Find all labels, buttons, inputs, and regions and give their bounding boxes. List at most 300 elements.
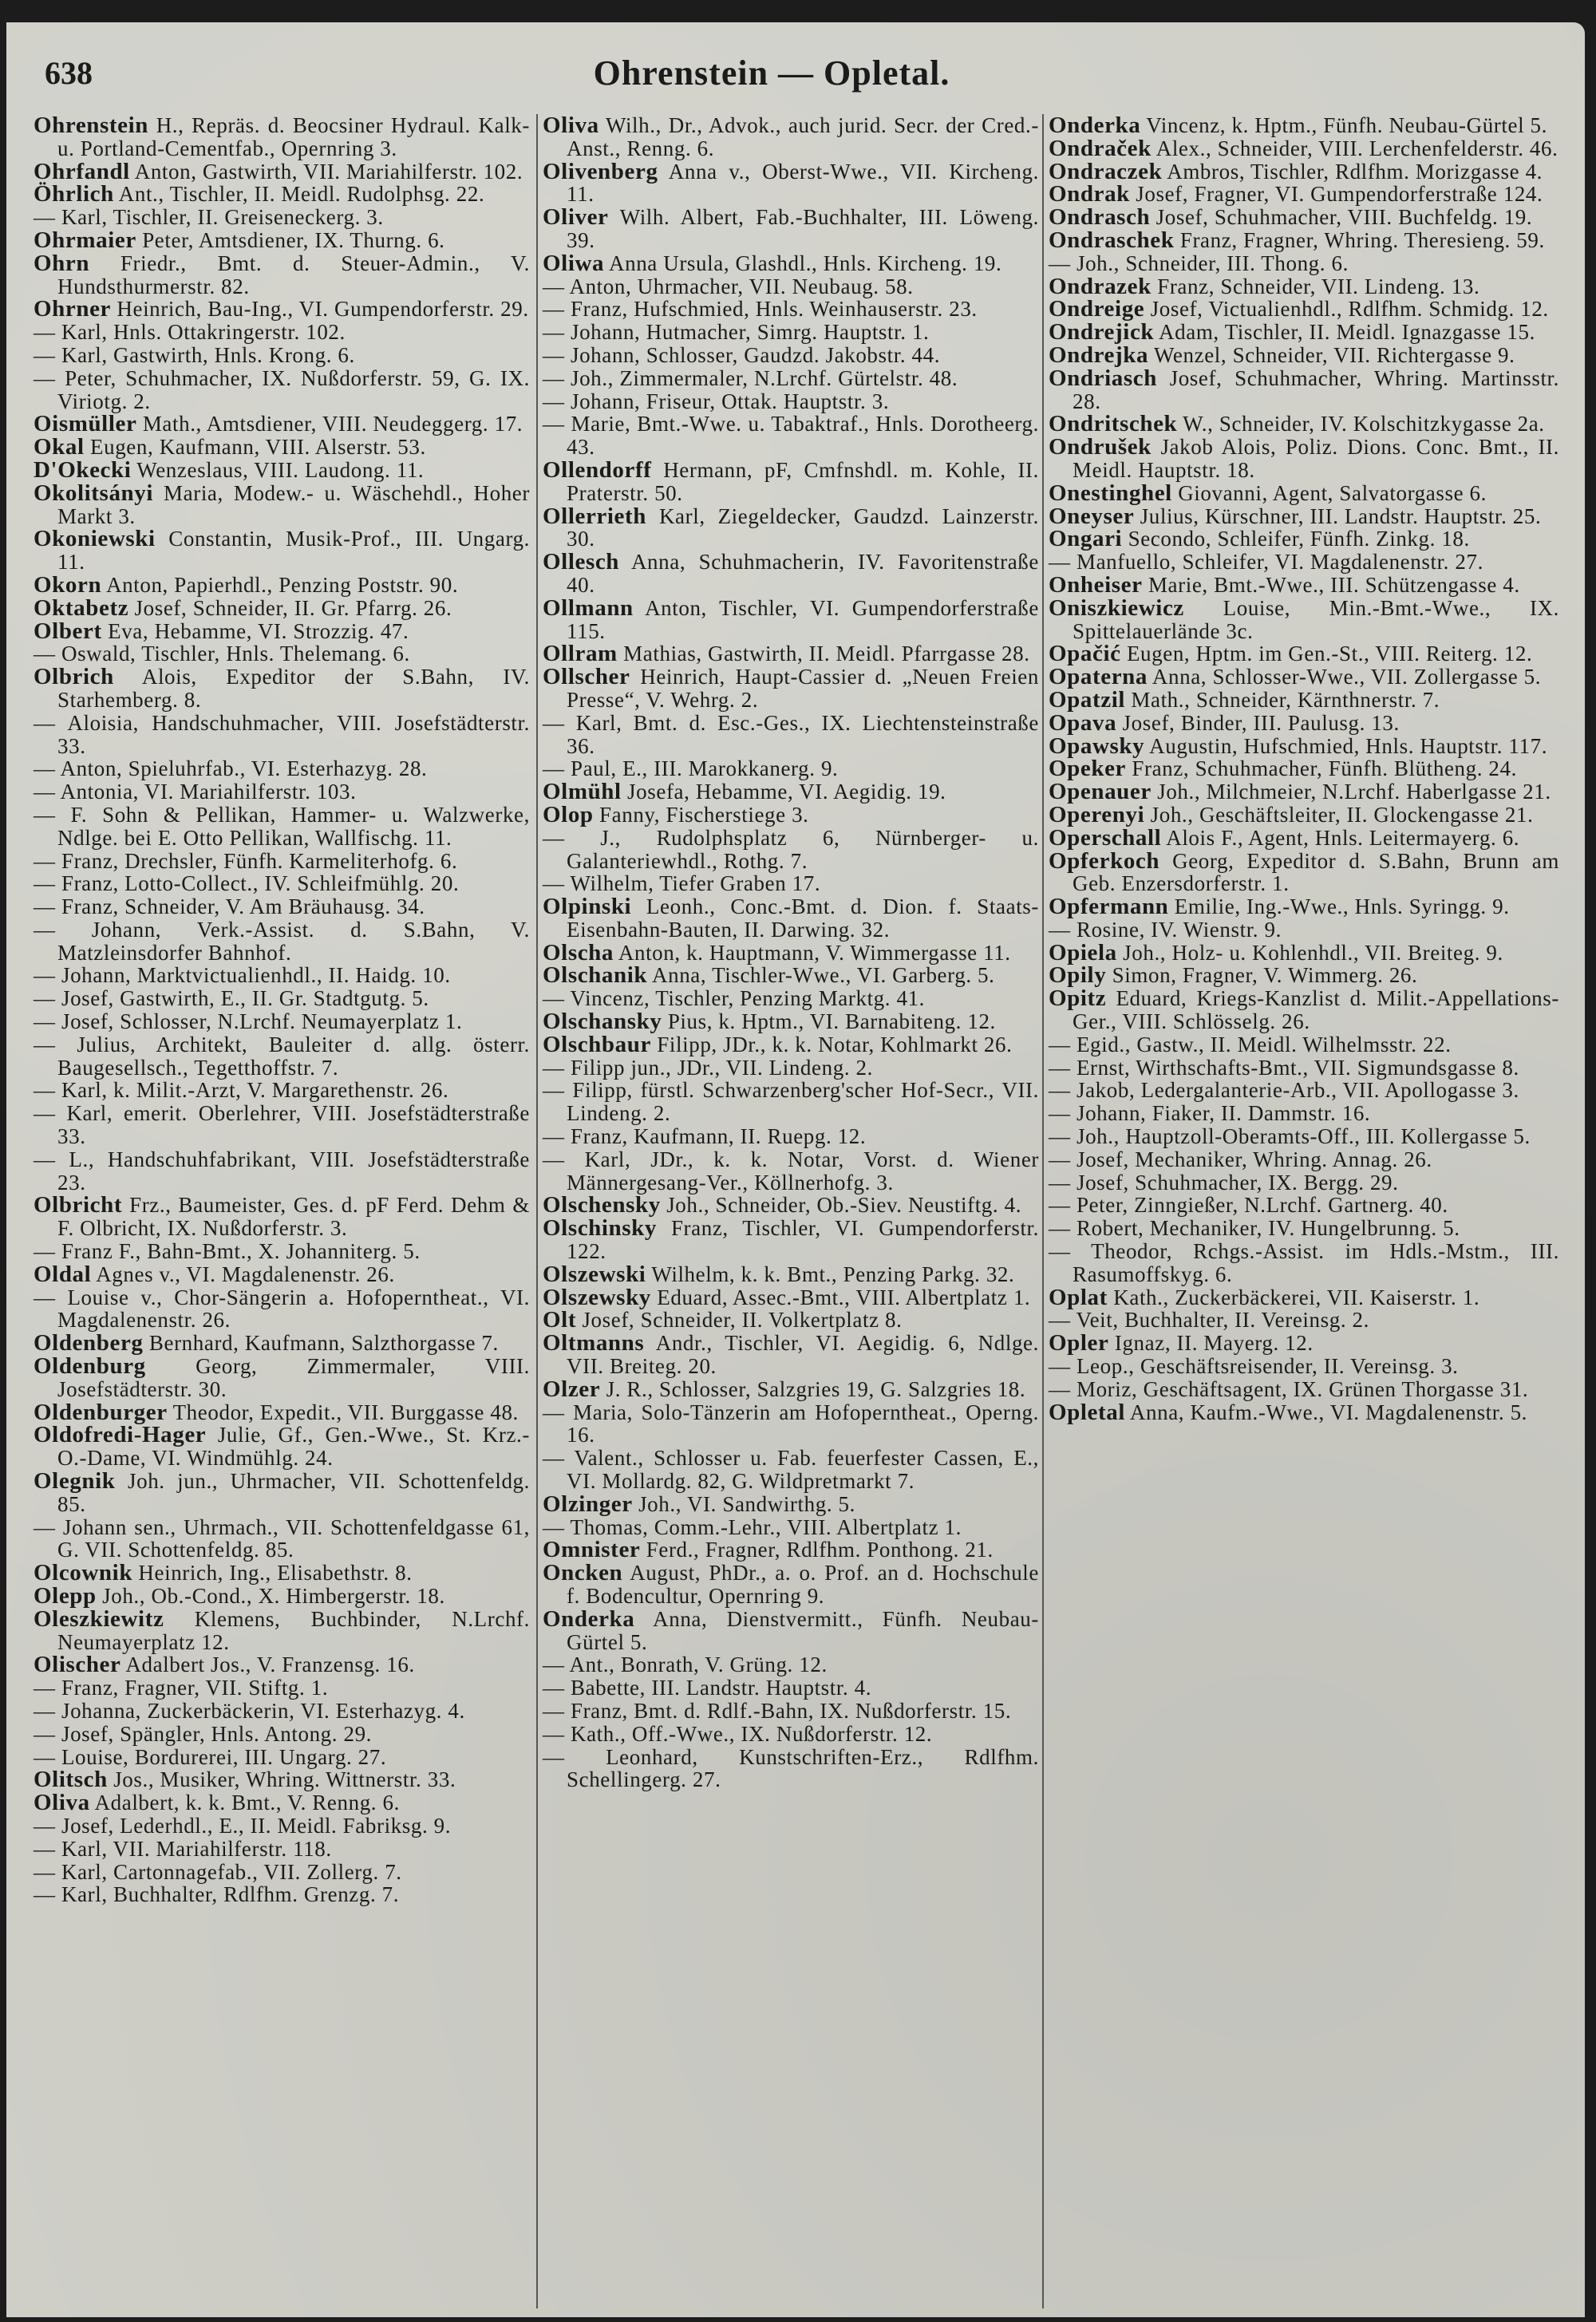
entry-surname: Oleszkiewitz — [34, 1605, 164, 1632]
entry-details: Georg, Expeditor d. S.Bahn, Brunn am Geb. Enzersdorferstr. 1. — [1073, 848, 1559, 896]
entry-details: Franz, Hufschmied, Hnls. Weinhauserstr. 23. — [570, 297, 978, 322]
column-2 — [543, 114, 1039, 1791]
entry-surname: — — [543, 1055, 565, 1080]
entry-details: Jos., Musiker, Whring. Wittnerstr. 33. — [113, 1767, 456, 1792]
directory-entry — [543, 1676, 1039, 1700]
directory-entry — [543, 367, 1039, 390]
entry-details: Anna, Dienstvermitt., Fünfh. Neubau-Gürtel 5. — [567, 1606, 1039, 1654]
directory-entry — [1049, 1378, 1559, 1401]
entry-surname: Olszewsky — [543, 1284, 651, 1310]
entry-details: Anton, k. Hauptmann, V. Wimmergasse 11. — [618, 940, 1011, 965]
entry-surname: Opawsky — [1049, 733, 1145, 759]
entry-details: Adalbert Jos., V. Franzensg. 16. — [125, 1653, 415, 1677]
entry-surname: — — [34, 1859, 56, 1884]
entry-details: Franz, Schuhmacher, Fünfh. Blütheng. 24. — [1132, 756, 1517, 781]
entry-surname: — — [34, 1836, 56, 1861]
directory-entry — [1049, 964, 1559, 987]
entry-details: Joh. jun., Uhrmacher, VII. Schottenfeldg. 85. — [57, 1469, 530, 1516]
entry-details: Ant., Tischler, II. Meidl. Rudolphsg. 22. — [118, 182, 485, 207]
entry-details: August, PhDr., a. o. Prof. an d. Hochschule f. Bodencultur, Opernring 9. — [567, 1561, 1039, 1608]
entry-surname: Ohrmaier — [34, 227, 136, 253]
page-number: 638 — [45, 55, 93, 91]
directory-entry — [34, 344, 530, 367]
entry-surname: — — [34, 1239, 56, 1264]
directory-entry — [1049, 939, 1559, 966]
entry-surname: — — [1049, 1101, 1071, 1126]
column-1 — [34, 114, 530, 1906]
directory-entry — [1049, 735, 1559, 758]
column-divider — [536, 114, 538, 2308]
directory-entry — [34, 1653, 530, 1676]
entry-surname: Olscha — [543, 939, 614, 966]
entry-surname: Ohrn — [34, 250, 90, 276]
directory-entry — [1049, 847, 1559, 896]
directory-entry — [1049, 665, 1559, 689]
entry-details: Karl, Hnls. Ottakringerstr. 102. — [61, 320, 346, 345]
directory-entry — [34, 1286, 530, 1333]
directory-entry — [34, 642, 530, 665]
entry-surname: — — [34, 1676, 56, 1700]
entry-details: Veit, Buchhalter, II. Vereinsg. 2. — [1076, 1308, 1369, 1333]
entry-surname: — — [543, 1676, 565, 1700]
directory-entry — [34, 1861, 530, 1884]
entry-surname: — — [543, 320, 565, 345]
directory-entry — [1049, 686, 1559, 713]
directory-entry — [1049, 527, 1559, 551]
directory-entry — [34, 1401, 530, 1424]
directory-entry — [1049, 594, 1559, 643]
directory-entry — [543, 551, 1039, 597]
entry-surname: — — [543, 1698, 565, 1723]
entry-details: Franz, Bmt. d. Rdlf.-Bahn, IX. Nußdorferstr. 15. — [570, 1698, 1012, 1723]
entry-surname: — — [1049, 1032, 1071, 1056]
directory-entry — [34, 1332, 530, 1355]
entry-surname: — — [34, 917, 56, 942]
entry-details: Franz F., Bahn-Bmt., X. Johanniterg. 5. — [61, 1239, 421, 1264]
entry-surname: — — [543, 1744, 565, 1769]
directory-entry — [1049, 1286, 1559, 1309]
entry-details: Joh., Holz- u. Kohlenhdl., VII. Breiteg. 9. — [1123, 940, 1503, 965]
entry-details: Anton, Uhrmacher, VII. Neubaug. 58. — [569, 274, 914, 298]
entry-details: Josefa, Hebamme, VI. Aegidig. 19. — [627, 780, 946, 804]
entry-details: Wenzeslaus, VIII. Laudong. 11. — [136, 457, 425, 482]
entry-details: Oswald, Tischler, Hnls. Thelemang. 6. — [61, 642, 410, 666]
directory-entry — [1049, 206, 1559, 229]
directory-entry — [34, 620, 530, 643]
entry-surname: Ohrenstein — [34, 113, 149, 138]
directory-entry — [34, 895, 530, 918]
directory-entry — [1049, 918, 1559, 942]
entry-surname: Opfermann — [1049, 894, 1169, 920]
directory-entry — [543, 160, 1039, 207]
entry-surname: Ondritschek — [1049, 411, 1178, 437]
entry-details: Filipp jun., JDr., VII. Lindeng. 2. — [570, 1055, 873, 1080]
entry-details: Vincenz, Tischler, Penzing Marktg. 41. — [570, 986, 926, 1011]
entry-surname: — — [34, 1744, 56, 1769]
directory-entry — [543, 1263, 1039, 1286]
entry-surname: Olbrich — [34, 664, 114, 690]
directory-entry — [34, 1194, 530, 1240]
directory-entry — [543, 298, 1039, 321]
entry-details: Josef, Schlosser, N.Lrchf. Neumayerplatz 1. — [61, 1009, 463, 1034]
entry-details: Wilh. Albert, Fab.-Buchhalter, III. Löweng. 39. — [567, 205, 1039, 252]
entry-details: Constantin, Musik-Prof., III. Ungarg. 11. — [57, 527, 531, 575]
directory-entry — [543, 964, 1039, 987]
entry-details: Wenzel, Schneider, VII. Richtergasse 9. — [1154, 342, 1515, 367]
entry-surname: Ollesch — [543, 549, 620, 575]
entry-details: Augustin, Hufschmied, Hnls. Hauptstr. 117. — [1149, 733, 1548, 758]
directory-entry — [1049, 137, 1559, 160]
entry-details: Filipp, fürstl. Schwarzenberg'scher Hof-Secr., VII. Lindeng. 2. — [567, 1078, 1039, 1126]
entry-surname: Olbert — [34, 618, 102, 644]
entry-details: Karl, Cartonnagefab., VII. Zollerg. 7. — [61, 1859, 402, 1884]
entry-surname: — — [34, 780, 56, 804]
entry-surname: — — [34, 1698, 56, 1723]
entry-details: Math., Schneider, Kärnthnerstr. 7. — [1131, 687, 1440, 712]
directory-entry — [1049, 1171, 1559, 1195]
directory-entry — [1049, 1194, 1559, 1217]
entry-surname: Ollmann — [543, 594, 634, 621]
entry-details: Louise, Bordurerei, III. Ungarg. 27. — [61, 1744, 387, 1769]
directory-entry — [34, 1562, 530, 1585]
entry-details: Joh., VI. Sandwirthg. 5. — [638, 1491, 855, 1516]
entry-details: Georg, Zimmermaler, VIII. Josefstädterstr. 30. — [57, 1354, 530, 1401]
entry-details: Leonhard, Kunstschriften-Erz., Rdlfhm. Schellingerg. 27. — [567, 1744, 1039, 1792]
entry-surname: — — [34, 1882, 56, 1907]
entry-surname: — — [34, 710, 56, 735]
entry-details: Johann, Marktvictualienhdl., II. Haidg. 10. — [61, 963, 451, 988]
entry-surname: Ondraschek — [1049, 227, 1175, 253]
entry-surname: — — [34, 205, 56, 230]
directory-entry — [543, 1217, 1039, 1263]
entry-surname: Olegnik — [34, 1468, 116, 1495]
entry-surname: — — [1049, 1170, 1071, 1195]
directory-entry — [1049, 1079, 1559, 1102]
entry-details: Johann, Schlosser, Gaudzd. Jakobstr. 44. — [570, 342, 941, 367]
entry-details: Josef, Schuhmacher, IX. Bergg. 29. — [1076, 1170, 1399, 1195]
entry-details: Anna Ursula, Glashdl., Hnls. Kircheng. 19. — [609, 251, 1002, 275]
directory-entry — [34, 964, 530, 987]
directory-entry — [34, 160, 530, 184]
entry-details: Franz, Schneider, V. Am Bräuhausg. 34. — [61, 894, 425, 919]
entry-surname: Oismüller — [34, 411, 137, 437]
entry-surname: Oliva — [543, 113, 599, 138]
directory-entry — [543, 642, 1039, 665]
entry-details: Joh., Ob.-Cond., X. Himbergerstr. 18. — [102, 1584, 445, 1608]
directory-entry — [543, 757, 1039, 780]
entry-surname: — — [34, 1514, 56, 1539]
directory-entry — [543, 1148, 1039, 1195]
entry-details: Friedr., Bmt. d. Steuer-Admin., V. Hundsthurmerstr. 82. — [57, 251, 530, 298]
directory-entry — [1049, 1056, 1559, 1080]
entry-surname: Ondrak — [1049, 181, 1130, 207]
directory-entry — [34, 712, 530, 758]
entry-details: Jakob, Ledergalanterie-Arb., VII. Apollogasse 3. — [1076, 1078, 1519, 1103]
entry-surname: Onderka — [1049, 113, 1141, 138]
entry-details: Filipp, JDr., k. k. Notar, Kohlmarkt 26. — [657, 1032, 1013, 1056]
entry-details: Theodor, Rchgs.-Assist. im Hdls.-Mstm., III. Rasumoffskyg. 6. — [1073, 1239, 1559, 1286]
directory-entry — [34, 229, 530, 252]
entry-surname: Olzinger — [543, 1491, 633, 1517]
directory-entry — [1049, 229, 1559, 252]
directory-entry — [34, 1079, 530, 1102]
directory-entry — [543, 206, 1039, 252]
directory-entry — [543, 1079, 1039, 1125]
entry-details: Anton, Spieluhrfab., VI. Esterhazyg. 28. — [60, 756, 428, 781]
entry-details: Emilie, Ing.-Wwe., Hnls. Syringg. 9. — [1174, 894, 1510, 919]
entry-surname: — — [543, 986, 565, 1011]
entry-surname: — — [34, 802, 56, 827]
directory-entry — [543, 275, 1039, 298]
entry-surname: Oldal — [34, 1261, 92, 1287]
entry-surname: — — [1049, 251, 1071, 275]
directory-entry — [34, 1791, 530, 1815]
entry-surname: Oncken — [543, 1560, 623, 1586]
entry-surname: Oniszkiewicz — [1049, 594, 1184, 621]
entry-surname: — — [1049, 1193, 1071, 1218]
entry-details: Eugen, Hptm. im Gen.-St., VIII. Reiterg. 12. — [1126, 642, 1533, 666]
entry-details: Andr., Tischler, VI. Aegidig. 6, Ndlge. VII. Breiteg. 20. — [567, 1331, 1039, 1379]
entry-details: Joh., Hauptzoll-Oberamts-Off., III. Kollergasse 5. — [1076, 1124, 1531, 1149]
entry-details: Peter, Schuhmacher, IX. Nußdorferstr. 59, G. IX. Viriotg. 2. — [57, 365, 530, 413]
directory-entry — [1049, 987, 1559, 1033]
directory-entry — [34, 1676, 530, 1700]
directory-entry — [34, 1605, 530, 1654]
entry-details: Ant., Bonrath, V. Grüng. 12. — [569, 1653, 828, 1677]
entry-details: Johanna, Zuckerbäckerin, VI. Esterhazyg. 4. — [61, 1698, 465, 1723]
entry-surname: — — [34, 848, 56, 873]
entry-surname: Oldenberg — [34, 1330, 144, 1356]
entry-surname: — — [1049, 1124, 1071, 1149]
entry-details: Josef, Spängler, Hnls. Antong. 29. — [61, 1721, 373, 1746]
entry-surname: — — [543, 1514, 565, 1539]
entry-details: Adalbert, k. k. Bmt., V. Renng. 6. — [94, 1791, 400, 1815]
entry-surname: Omnister — [543, 1537, 641, 1563]
directory-entry — [543, 1378, 1039, 1401]
entry-details: H., Repräs. d. Beocsiner Hydraul. Kalk- u. Portland-Cementfab., Opernring 3. — [57, 113, 530, 160]
entry-surname: Oliva — [34, 1790, 90, 1816]
entry-surname: Opiela — [1049, 939, 1117, 966]
directory-entry — [543, 1746, 1039, 1792]
entry-surname: — — [34, 1147, 56, 1171]
entry-details: Heinrich, Ing., Elisabethstr. 8. — [138, 1561, 413, 1586]
entry-details: Bernhard, Kaufmann, Salzthorgasse 7. — [148, 1331, 499, 1356]
entry-details: Klemens, Buchbinder, N.Lrchf. Neumayerplatz 12. — [57, 1606, 530, 1654]
entry-surname: — — [34, 871, 56, 896]
entry-surname: — — [543, 1147, 565, 1171]
directory-entry — [34, 872, 530, 895]
entry-surname: Öhrlich — [34, 181, 114, 207]
entry-surname: — — [34, 320, 56, 345]
entry-surname: Olschanik — [543, 962, 648, 989]
directory-entry — [34, 850, 530, 873]
entry-details: Marie, Bmt.-Wwe., III. Schützengasse 4. — [1148, 572, 1520, 597]
entry-surname: — — [1049, 1055, 1071, 1080]
entry-details: Antonia, VI. Mariahilferstr. 103. — [60, 780, 357, 804]
entry-surname: Olt — [543, 1307, 577, 1333]
directory-entry — [34, 183, 530, 206]
directory-entry — [1049, 160, 1559, 184]
entry-surname: Ondreige — [1049, 296, 1145, 322]
entry-details: Anna, Schlosser-Wwe., VII. Zollergasse 5. — [1152, 665, 1542, 689]
directory-entry — [543, 712, 1039, 758]
entry-surname: — — [543, 412, 565, 436]
directory-entry — [34, 918, 530, 965]
entry-details: Marie, Bmt.-Wwe. u. Tabaktraf., Hnls. Dorotheerg. 43. — [567, 412, 1039, 460]
directory-entry — [543, 1447, 1039, 1493]
entry-surname: Oldenburg — [34, 1353, 146, 1380]
entry-surname: — — [34, 1078, 56, 1103]
entry-details: Anna, Kaufm.-Wwe., VI. Magdalenenstr. 5. — [1129, 1400, 1528, 1424]
directory-entry — [34, 1033, 530, 1080]
entry-surname: Olop — [543, 801, 594, 827]
directory-entry — [543, 1332, 1039, 1378]
entry-details: Joh., Zimmermaler, N.Lrchf. Gürtelstr. 48. — [570, 365, 958, 390]
directory-entry — [34, 1768, 530, 1791]
directory-entry — [543, 1010, 1039, 1033]
entry-surname: — — [543, 1446, 565, 1471]
entry-surname: Ondriasch — [1049, 365, 1157, 391]
entry-details: Julius, Kürschner, III. Landstr. Hauptstr. 25. — [1140, 503, 1542, 528]
directory-entry — [1049, 780, 1559, 804]
entry-details: Secondo, Schleifer, Fünfh. Zinkg. 18. — [1128, 527, 1470, 551]
entry-surname: Ollram — [543, 641, 618, 667]
entry-details: Josef, Schneider, II. Gr. Pfarrg. 26. — [134, 595, 452, 620]
entry-surname: — — [1049, 1147, 1071, 1171]
directory-entry — [1049, 344, 1559, 367]
entry-surname: D'Okecki — [34, 456, 132, 483]
directory-entry — [543, 872, 1039, 895]
entry-details: Julius, Architekt, Bauleiter d. allg. österr. Baugesellsch., Tegetthoffstr. 7. — [57, 1032, 530, 1080]
directory-entry — [1049, 413, 1559, 436]
directory-entry — [34, 1355, 530, 1401]
directory-entry — [1049, 1148, 1559, 1171]
directory-entry — [34, 780, 530, 804]
directory-entry — [543, 390, 1039, 413]
entry-details: Joh., Schneider, Ob.-Siev. Neustiftg. 4. — [666, 1193, 1022, 1218]
directory-entry — [1049, 321, 1559, 344]
directory-entry — [543, 1700, 1039, 1723]
directory-entry — [1049, 252, 1559, 275]
directory-entry — [34, 206, 530, 229]
directory-entry — [34, 413, 530, 436]
entry-surname: Operschall — [1049, 824, 1162, 851]
column-3 — [1049, 114, 1559, 1424]
directory-entry — [34, 1838, 530, 1861]
directory-entry — [34, 1010, 530, 1033]
directory-entry — [543, 1605, 1039, 1654]
entry-details: Franz, Kaufmann, II. Ruepg. 12. — [570, 1124, 867, 1149]
entry-surname: Olepp — [34, 1583, 97, 1609]
entry-surname: — — [34, 1009, 56, 1034]
entry-surname: — — [34, 1101, 56, 1126]
entry-details: Alois F., Agent, Hnls. Leitermayerg. 6. — [1166, 825, 1520, 850]
entry-details: Agnes v., VI. Magdalenenstr. 26. — [96, 1262, 395, 1286]
entry-surname: — — [1049, 1078, 1071, 1103]
entry-details: Josef, Mechaniker, Whring. Annag. 26. — [1076, 1147, 1432, 1171]
entry-details: Franz, Tischler, VI. Gumpendorferstr. 122. — [567, 1216, 1039, 1264]
entry-details: Thomas, Comm.-Lehr., VIII. Albertplatz 1. — [570, 1514, 962, 1539]
entry-details: Johann, Friseur, Ottak. Hauptstr. 3. — [570, 389, 890, 413]
entry-surname: — — [34, 963, 56, 988]
directory-entry — [543, 827, 1039, 873]
entry-surname: — — [1049, 1216, 1071, 1241]
entry-surname: — — [543, 1400, 565, 1424]
directory-entry — [1049, 1332, 1559, 1355]
directory-entry — [543, 1516, 1039, 1539]
directory-entry — [34, 114, 530, 160]
directory-entry — [1049, 1309, 1559, 1332]
directory-entry — [34, 252, 530, 298]
entry-details: Franz, Fragner, Whring. Theresieng. 59. — [1179, 227, 1545, 252]
directory-entry — [34, 757, 530, 780]
entry-surname: Okolitsányi — [34, 480, 154, 506]
entry-details: Wilhelm, k. k. Bmt., Penzing Parkg. 32. — [651, 1262, 1015, 1286]
entry-details: Wilhelm, Tiefer Graben 17. — [570, 871, 821, 896]
entry-surname: — — [34, 1285, 56, 1309]
entry-details: Karl, VII. Mariahilferstr. 118. — [61, 1836, 332, 1861]
entry-surname: — — [543, 1124, 565, 1149]
directory-entry — [543, 1401, 1039, 1447]
entry-details: Robert, Mechaniker, IV. Hungelbrunng. 5. — [1076, 1216, 1460, 1241]
entry-details: Franz, Drechsler, Fünfh. Karmeliterhofg. 6. — [61, 848, 458, 873]
entry-surname: — — [543, 342, 565, 367]
entry-surname: Opaterna — [1049, 664, 1148, 690]
directory-entry — [543, 321, 1039, 344]
directory-entry — [543, 1562, 1039, 1608]
entry-surname: — — [1049, 917, 1071, 942]
entry-surname: — — [543, 1721, 565, 1746]
entry-details: Karl, JDr., k. k. Notar, Vorst. d. Wiener Männergesang-Ver., Köllnerhofg. 3. — [567, 1147, 1039, 1195]
entry-surname: — — [543, 825, 565, 850]
directory-entry — [1049, 895, 1559, 918]
entry-surname: Oktabetz — [34, 594, 129, 621]
directory-entry — [34, 1746, 530, 1769]
entry-surname: Olpinski — [543, 894, 632, 920]
entry-details: Louise v., Chor-Sängerin a. Hofoperntheat., VI. Magdalenenstr. 26. — [57, 1285, 530, 1333]
entry-surname: Olmühl — [543, 779, 622, 805]
entry-details: Johann, Verk.-Assist. d. S.Bahn, V. Matzleinsdorfer Bahnhof. — [57, 917, 530, 965]
directory-entry — [34, 804, 530, 850]
entry-details: Karl, emerit. Oberlehrer, VIII. Josefstädterstraße 33. — [57, 1101, 530, 1149]
directory-entry — [1049, 1240, 1559, 1286]
entry-surname: — — [543, 871, 565, 896]
entry-surname: — — [543, 297, 565, 322]
entry-details: Anna, Tischler-Wwe., VI. Garberg. 5. — [652, 963, 995, 988]
entry-surname: Operenyi — [1049, 801, 1145, 827]
directory-entry — [34, 1700, 530, 1723]
entry-details: Moriz, Geschäftsagent, IX. Grünen Thorgasse 31. — [1076, 1376, 1529, 1401]
entry-details: Eva, Hebamme, VI. Strozzig. 47. — [108, 618, 409, 643]
entry-details: Ambros, Tischler, Rdlfhm. Morizgasse 4. — [1167, 159, 1543, 184]
directory-entry — [543, 1653, 1039, 1676]
entry-details: Eduard, Kriegs-Kanzlist d. Milit.-Appellations-Ger., VIII. Schlösselg. 26. — [1073, 986, 1559, 1034]
entry-surname: — — [543, 710, 565, 735]
entry-details: Kath., Zuckerbäckerei, VII. Kaiserstr. 1. — [1113, 1285, 1480, 1309]
entry-surname: — — [543, 274, 565, 298]
entry-details: W., Schneider, IV. Kolschitzkygasse 2a. — [1183, 412, 1545, 436]
entry-details: Heinrich, Bau-Ing., VI. Gumpendorferstr. 29. — [117, 297, 529, 322]
directory-entry — [1049, 757, 1559, 780]
entry-surname: — — [34, 642, 56, 666]
entry-details: Aloisia, Handschuhmacher, VIII. Josefstädterstr. 33. — [57, 710, 530, 758]
entry-surname: — — [543, 1078, 565, 1103]
entry-surname: Olschansky — [543, 1009, 662, 1035]
entry-surname: Opletal — [1049, 1399, 1126, 1425]
entry-details: Valent., Schlosser u. Fab. feuerfester Cassen, E., VI. Mollardg. 82, G. Wildpretmarkt 7. — [567, 1446, 1039, 1494]
entry-details: Manfuello, Schleifer, VI. Magdalenenstr. 27. — [1076, 550, 1483, 575]
entry-surname: Ongari — [1049, 526, 1123, 552]
